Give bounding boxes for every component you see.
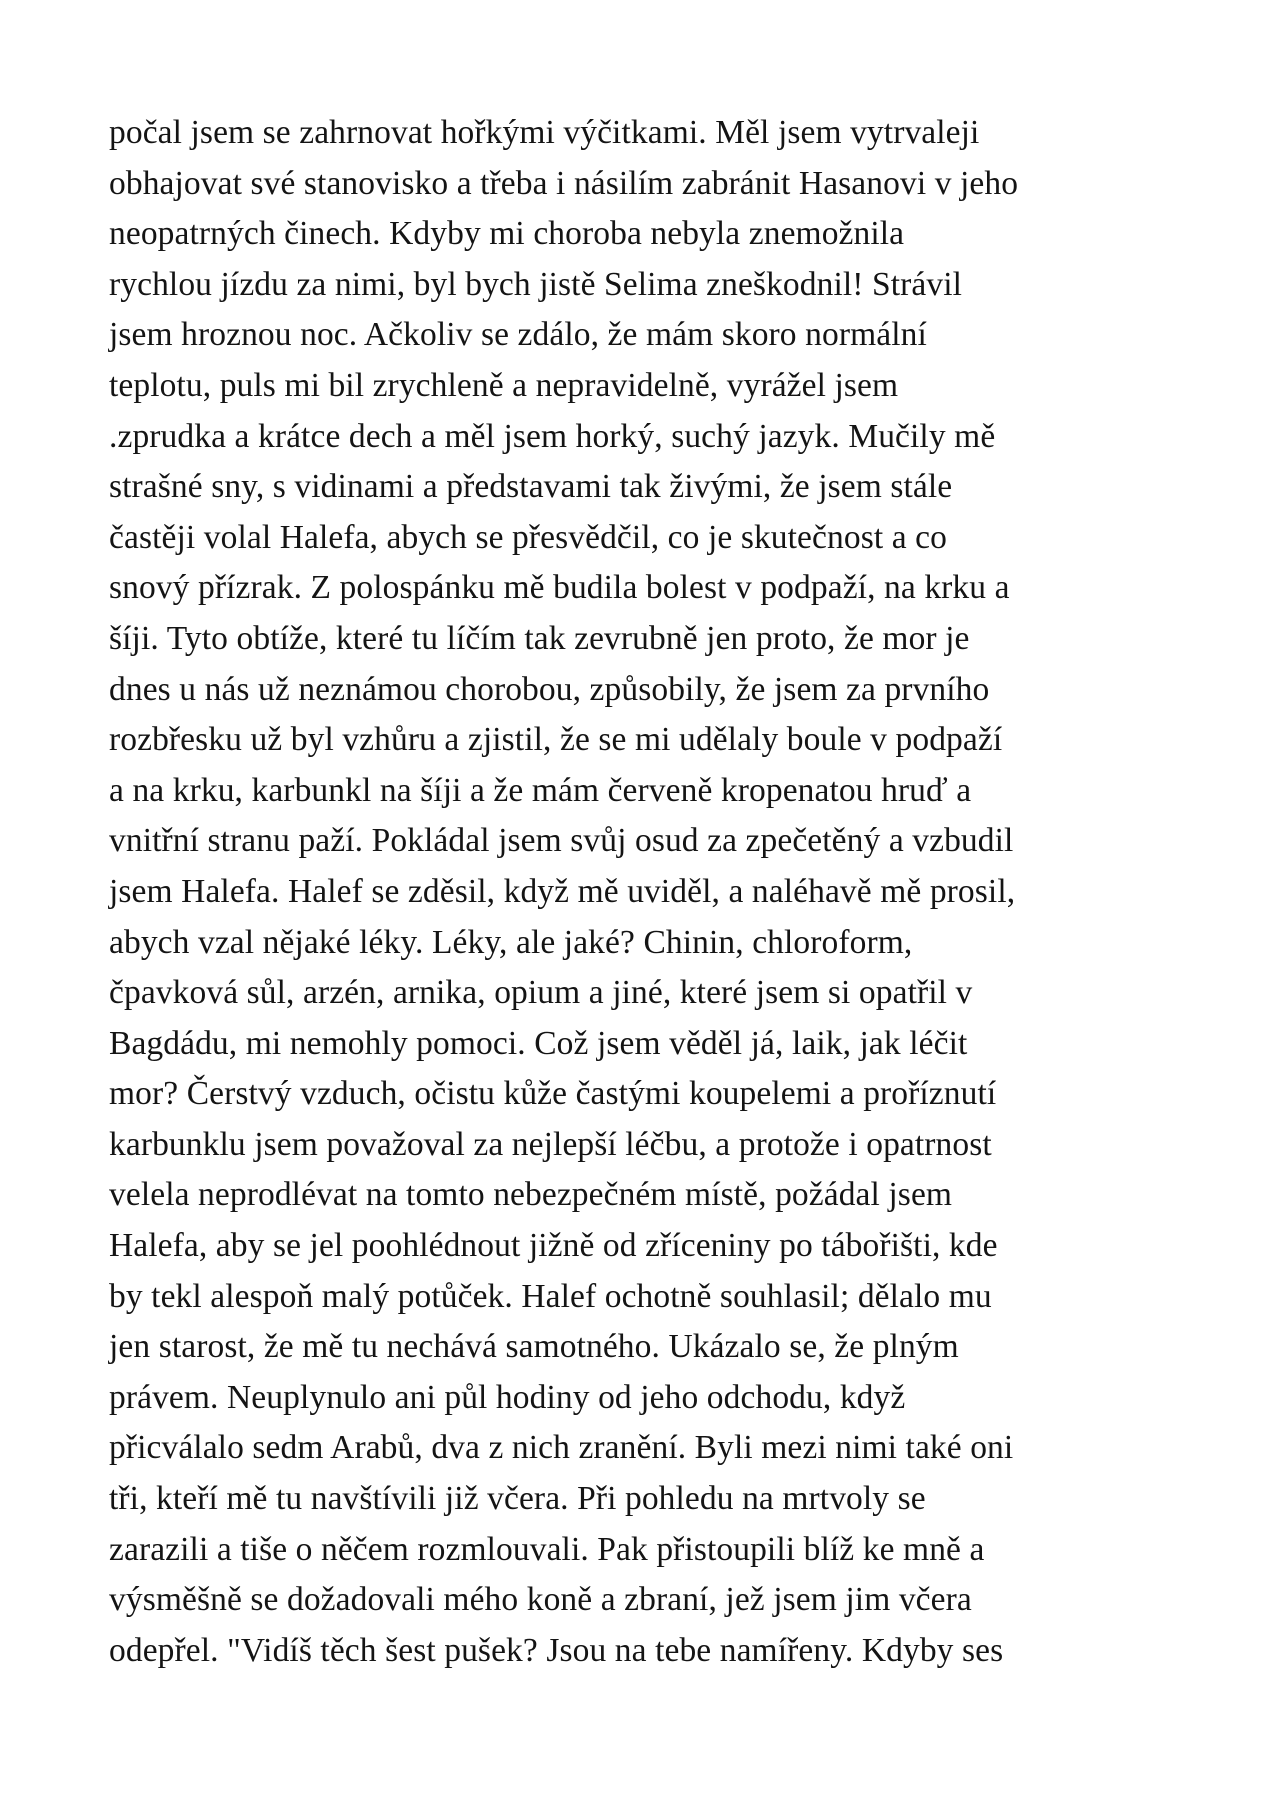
text-line: právem. Neuplynulo ani půl hodiny od jeho odchodu, když (109, 1378, 906, 1416)
text-line: .zprudka a krátce dech a měl jsem horký, suchý jazyk. Mučily mě (109, 417, 996, 455)
text-line: snový přízrak. Z polospánku mě budila bolest v podpaží, na krku a (109, 569, 1010, 607)
text-line: šíji. Tyto obtíže, které tu líčím tak zevrubně jen proto, že mor je (109, 619, 970, 657)
text-line: rozbřesku už byl vzhůru a zjistil, že se mi udělaly boule v podpaží (109, 721, 1003, 759)
text-line: častěji volal Halefa, abych se přesvědčil, co je skutečnost a co (109, 518, 947, 556)
text-line: jen starost, že mě tu nechává samotného. Ukázalo se, že plným (109, 1328, 959, 1366)
text-line: abych vzal nějaké léky. Léky, ale jaké? Chinin, chloroform, (109, 923, 913, 961)
text-line: strašné sny, s vidinami a představami tak živými, že jsem stále (109, 468, 953, 506)
text-line: a na krku, karbunkl na šíji a že mám červeně kropenatou hruď a (109, 771, 972, 809)
text-line: velela neprodlévat na tomto nebezpečném místě, požádal jsem (109, 1176, 953, 1214)
text-line: by tekl alespoň malý potůček. Halef ochotně souhlasil; dělalo mu (109, 1277, 992, 1315)
text-line: odepřel. "Vidíš těch šest pušek? Jsou na tebe namířeny. Kdyby ses (109, 1631, 1004, 1669)
text-line: dnes u nás už neznámou chorobou, způsobily, že jsem za prvního (109, 670, 990, 708)
text-line: karbunklu jsem považoval za nejlepší léčbu, a protože i opatrnost (109, 1125, 992, 1163)
text-line: obhajovat své stanovisko a třeba i násilím zabránit Hasanovi v jeho (109, 164, 1019, 202)
body-text (109, 108, 1169, 1676)
text-line: mor? Čerstvý vzduch, očistu kůže častými koupelemi a proříznutí (109, 1075, 997, 1113)
text-line: vnitřní stranu paží. Pokládal jsem svůj osud za zpečetěný a vzbudil (109, 822, 1014, 860)
text-line: neopatrných činech. Kdyby mi choroba nebyla znemožnila (109, 215, 905, 253)
text-line: jsem hroznou noc. Ačkoliv se zdálo, že mám skoro normální (109, 316, 927, 354)
text-line: jsem Halefa. Halef se zděsil, když mě uviděl, a naléhavě mě prosil, (109, 872, 1016, 910)
text-line: rychlou jízdu za nimi, byl bych jistě Selima zneškodnil! Strávil (109, 265, 963, 303)
text-line: Halefa, aby se jel poohlédnout jižně od zříceniny po tábořišti, kde (109, 1227, 998, 1265)
text-line: čpavková sůl, arzén, arnika, opium a jiné, které jsem si opatřil v (109, 974, 973, 1012)
text-line: tři, kteří mě tu navštívili již včera. Při pohledu na mrtvoly se (109, 1480, 926, 1518)
text-line: Bagdádu, mi nemohly pomoci. Což jsem věděl já, laik, jak léčit (109, 1024, 968, 1062)
text-line: výsměšně se dožadovali mého koně a zbraní, jež jsem jim včera (109, 1581, 972, 1619)
text-line: počal jsem se zahrnovat hořkými výčitkami. Měl jsem vytrvaleji (109, 114, 980, 151)
text-line: přicválalo sedm Arabů, dva z nich zranění. Byli mezi nimi také oni (109, 1429, 1014, 1467)
text-line: zarazili a tiše o něčem rozmlouvali. Pak přistoupili blíž ke mně a (109, 1530, 985, 1568)
text-line: teplotu, puls mi bil zrychleně a nepravidelně, vyrážel jsem (109, 366, 899, 404)
